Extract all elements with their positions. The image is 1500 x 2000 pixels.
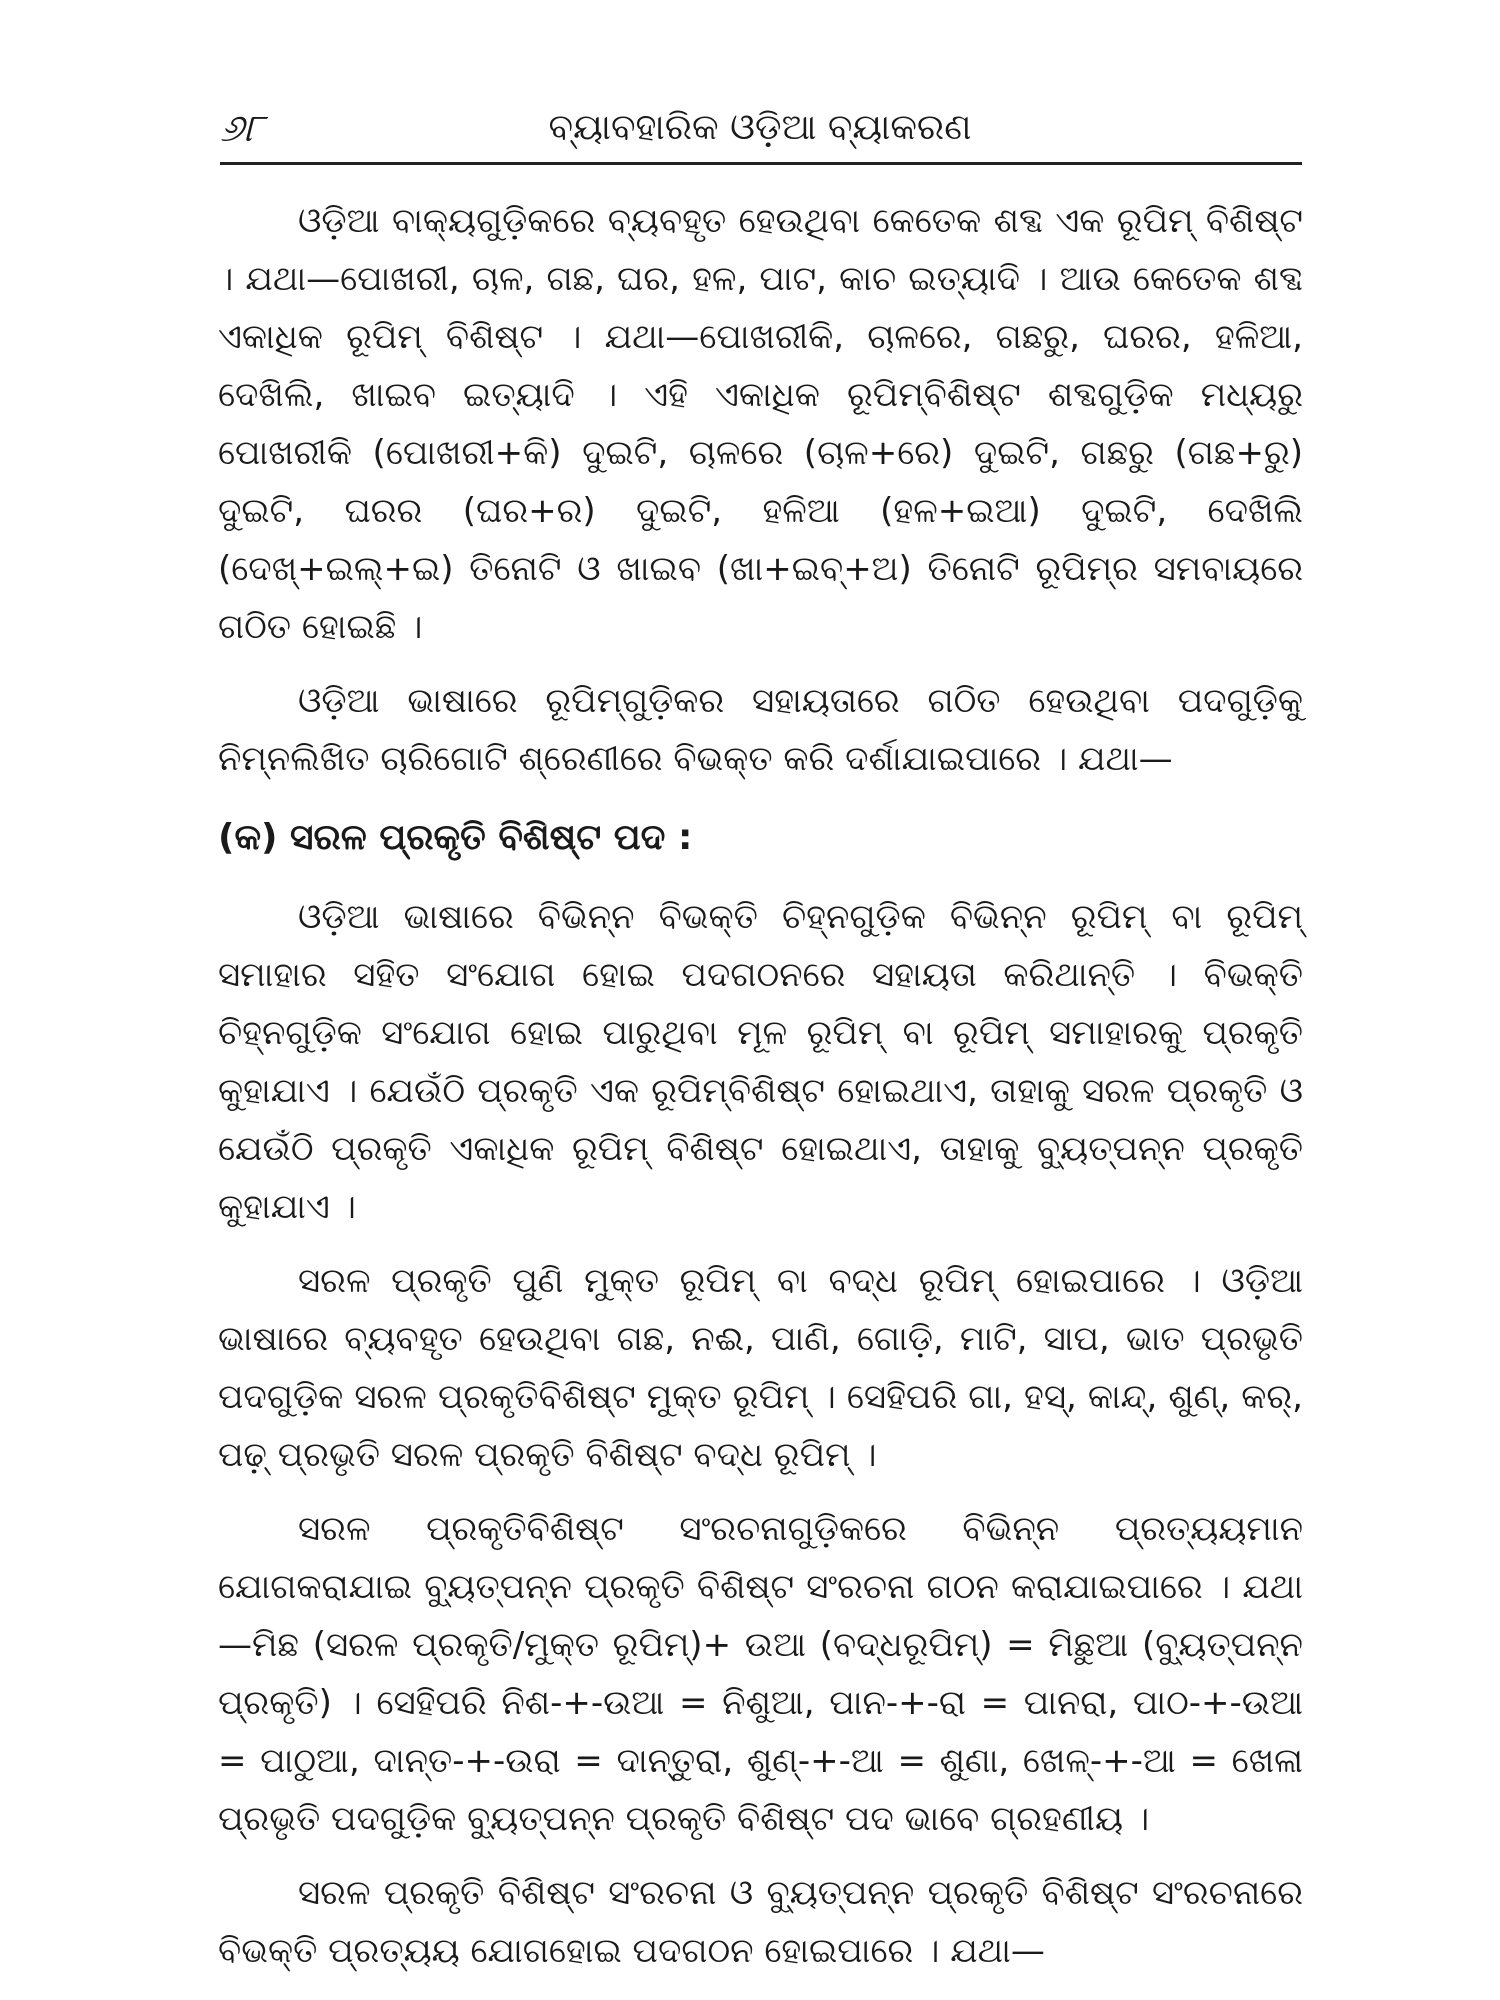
paragraph-1: ଓଡ଼ିଆ ବାକ୍ୟଗୁଡ଼ିକରେ ବ୍ୟବହୃତ ହେଉଥିବା କେତେକ ଶବ୍ଦ ଏକ ରୂପିମ୍ ବିଶିଷ୍ଟ । ଯଥା—ପୋଖରୀ, ଚାଳ, ଗଛ, ଘର, ହଳ, ପାଟ, କାଚ ଇତ୍ୟାଦି । ଆଉ କେତେକ ଶବ୍ଦ ଏକାଧିକ ରୂପିମ୍ ବିଶିଷ୍ଟ । ଯଥା—ପୋଖରୀକି, ଚାଳରେ, ଗଛରୁ, ଘରର, ହଳିଆ, ଦେଖିଲି, ଖାଇବ ଇତ୍ୟାଦି । ଏହି ଏକାଧିକ ରୂପିମ୍‌ବିଶିଷ୍ଟ ଶବ୍ଦଗୁଡ଼ିକ ମଧ୍ୟରୁ ପୋଖରୀକି (ପୋଖରୀ+କି) ଦୁଇଟି, ଚାଳରେ (ଚାଳ+ରେ) ଦୁଇଟି, ଗଛରୁ (ଗଛ+ରୁ) ଦୁଇଟି, ଘରର (ଘର+ର) ଦୁଇଟି, ହଳିଆ (ହଳ+ଇଆ) ଦୁଇଟି, ଦେଖିଲି (ଦେଖ୍+ଇଲ୍+ଇ) ତିନୋଟି ଓ ଖାଇବ (ଖା+ଇବ୍+ଅ) ତିନୋଟି ରୂପିମ୍‌ର ସମବାୟରେ ଗଠିତ ହୋଇଛି । bbox=[218, 201, 1303, 647]
paragraph-4: ସରଳ ପ୍ରକୃତି ପୁଣି ମୁକ୍ତ ରୂପିମ୍ ବା ବଦ୍ଧ ରୂପିମ୍ ହୋଇପାରେ । ଓଡ଼ିଆ ଭାଷାରେ ବ୍ୟବହୃତ ହେଉଥିବା ଗଛ, ନଈ, ପାଣି, ଗୋଡ଼ି, ମାଟି, ସାପ, ଭାତ ପ୍ରଭୃତି ପଦଗୁଡ଼ିକ ସରଳ ପ୍ରକୃତିବିଶିଷ୍ଟ ମୁକ୍ତ ରୂପିମ୍ । ସେହିପରି ଗା, ହସ୍, କାନ୍ଦ୍, ଶୁଣ୍, କର୍, ପଢ଼୍ ପ୍ରଭୃତି ସରଳ ପ୍ରକୃତି ବିଶିଷ୍ଟ ବଦ୍ଧ ରୂପିମ୍ । bbox=[218, 1261, 1303, 1475]
paragraph-6: ସରଳ ପ୍ରକୃତି ବିଶିଷ୍ଟ ସଂରଚନା ଓ ବ୍ୟୁତ୍ପନ୍ନ ପ୍ରକୃତି ବିଶିଷ୍ଟ ସଂରଚନାରେ ବିଭକ୍ତି ପ୍ରତ୍ୟୟ ଯୋଗହୋଇ ପଦଗଠନ ହୋଇପାରେ । ଯଥା— bbox=[218, 1873, 1303, 1971]
section-heading: (କ) ସରଳ ପ୍ରକୃତି ବିଶିଷ୍ଟ ପଦ : bbox=[218, 817, 693, 858]
page-body bbox=[218, 192, 1303, 1980]
running-header bbox=[220, 98, 1300, 158]
header-rule bbox=[220, 162, 1302, 165]
paragraph-3: ଓଡ଼ିଆ ଭାଷାରେ ବିଭିନ୍ନ ବିଭକ୍ତି ଚିହ୍ନଗୁଡ଼ିକ ବିଭିନ୍ନ ରୂପିମ୍ ବା ରୂପିମ୍ ସମାହାର ସହିତ ସଂଯୋଗ ହୋଇ ପଦଗଠନରେ ସହାୟତା କରିଥାନ୍ତି । ବିଭକ୍ତି ଚିହ୍ନଗୁଡ଼ିକ ସଂଯୋଗ ହୋଇ ପାରୁଥିବା ମୂଳ ରୂପିମ୍ ବା ରୂପିମ୍ ସମାହାରକୁ ପ୍ରକୃତି କୁହାଯାଏ । ଯେଉଁଠି ପ୍ରକୃତି ଏକ ରୂପିମ୍‌ବିଶିଷ୍ଟ ହୋଇଥାଏ, ତାହାକୁ ସରଳ ପ୍ରକୃତି ଓ ଯେଉଁଠି ପ୍ରକୃତି ଏକାଧିକ ରୂପିମ୍ ବିଶିଷ୍ଟ ହୋଇଥାଏ, ତାହାକୁ ବ୍ୟୁତ୍ପନ୍ନ ପ୍ରକୃତି କୁହାଯାଏ । bbox=[218, 897, 1303, 1227]
page-number: ୬୮ bbox=[220, 106, 264, 150]
paragraph-2: ଓଡ଼ିଆ ଭାଷାରେ ରୂପିମ୍‌ଗୁଡ଼ିକର ସହାୟତାରେ ଗଠିତ ହେଉଥିବା ପଦଗୁଡ଼ିକୁ ନିମ୍ନଲିଖିତ ଚାରିଗୋଟି ଶ୍ରେଣୀରେ ବିଭକ୍ତ କରି ଦର୍ଶାଯାଇପାରେ । ଯଥା— bbox=[218, 681, 1303, 779]
paragraph-5: ସରଳ ପ୍ରକୃତିବିଶିଷ୍ଟ ସଂରଚନାଗୁଡ଼ିକରେ ବିଭିନ୍ନ ପ୍ରତ୍ୟୟମାନ ଯୋଗକରାଯାଇ ବ୍ୟୁତ୍ପନ୍ନ ପ୍ରକୃତି ବିଶିଷ୍ଟ ସଂରଚନା ଗଠନ କରାଯାଇପାରେ । ଯଥା—ମିଛ (ସରଳ ପ୍ରକୃତି/ମୁକ୍ତ ରୂପିମ୍)+ ଉଆ (ବଦ୍ଧରୂପିମ୍) = ମିଛୁଆ (ବ୍ୟୁତ୍ପନ୍ନ ପ୍ରକୃତି) । ସେହିପରି ନିଶ-+-ଉଆ = ନିଶୁଆ, ପାନ-+-ରା = ପାନରା, ପାଠ-+-ଉଆ = ପାଠୁଆ, ଦାନ୍ତ-+-ଉରା = ଦାନ୍ତୁରା, ଶୁଣ୍-+-ଆ = ଶୁଣା, ଖେଳ୍-+-ଆ = ଖେଳା ପ୍ରଭୃତି ପଦଗୁଡ଼ିକ ବ୍ୟୁତ୍ପନ୍ନ ପ୍ରକୃତି ବିଶିଷ୍ଟ ପଦ ଭାବେ ଗ୍ରହଣୀୟ । bbox=[218, 1509, 1303, 1839]
running-title: ବ୍ୟାବହାରିକ ଓଡ଼ିଆ ବ୍ୟାକରଣ bbox=[548, 107, 972, 148]
